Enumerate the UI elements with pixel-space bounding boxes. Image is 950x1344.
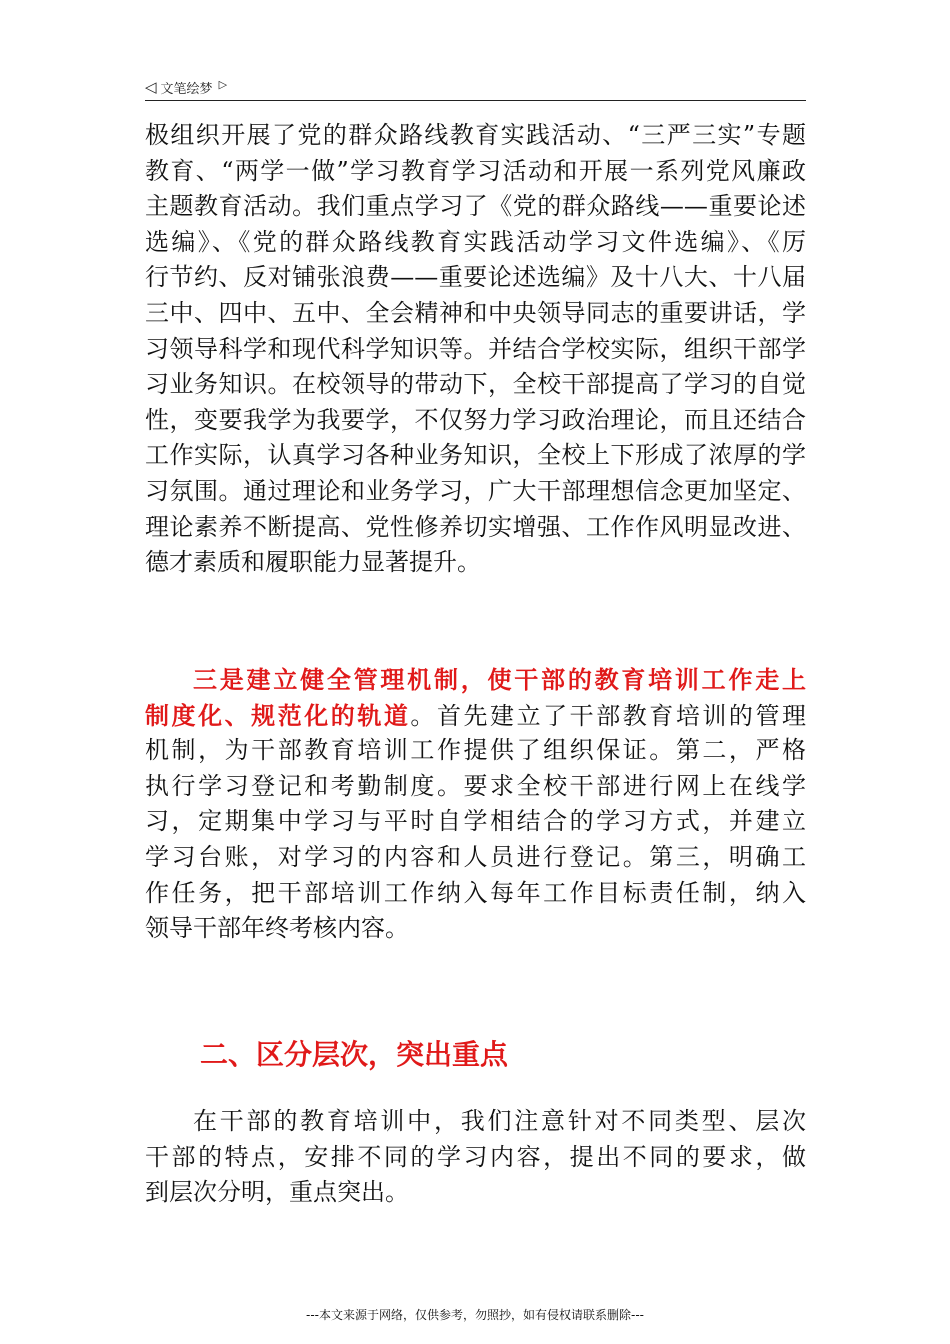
disclaimer-footer: ---本文来源于网络，仅供参考，勿照抄，如有侵权请联系删除---: [306, 1308, 644, 1322]
text-line: 性，变要我学为我要学，不仅努力学习政治理论，而且还结合: [145, 405, 806, 434]
text-line: [145, 698, 806, 734]
left-triangle-icon: ◁: [145, 78, 157, 96]
text-line: 行节约、反对铺张浪费——重要论述选编》及十八大、十八届: [145, 263, 806, 292]
right-triangle-icon: ▷: [218, 77, 228, 91]
emphasis-text: 制度化、规范化的轨道: [145, 700, 411, 730]
text-line: 领导干部年终考核内容。: [145, 914, 409, 943]
page-header: [145, 74, 806, 101]
text-line: 三中、四中、五中、全会精神和中央领导同志的重要讲话，学: [145, 298, 806, 327]
text-line: 极组织开展了党的群众路线教育实践活动、“三严三实”专题: [145, 121, 806, 149]
text-line: 到层次分明，重点突出。: [145, 1178, 409, 1207]
text-span: 。首先建立了干部教育培训的管理: [410, 701, 807, 730]
text-line: 德才素质和履职能力显著提升。: [145, 548, 481, 577]
text-line: 主题教育活动。我们重点学习了《党的群众路线——重要论述: [145, 192, 806, 221]
text-line: 在干部的教育培训中，我们注意针对不同类型、层次: [193, 1107, 806, 1135]
section-heading: 二、区分层次，突出重点: [200, 1038, 509, 1071]
paragraph-levels: [145, 1104, 806, 1211]
paragraph-study-activities: [145, 118, 806, 581]
text-line: 工作实际，认真学习各种业务知识，全校上下形成了浓厚的学: [145, 441, 806, 470]
text-line: 教育、“两学一做”学习教育学习活动和开展一系列党风廉政: [145, 156, 806, 185]
text-line: 选编》、《党的群众路线教育实践活动学习文件选编》、《厉: [145, 227, 806, 256]
text-line: 作任务，把干部培训工作纳入每年工作目标责任制，纳入: [145, 878, 806, 907]
paragraph-management-mechanism: [145, 662, 806, 947]
text-line: 机制，为干部教育培训工作提供了组织保证。第二，严格: [145, 736, 806, 765]
text-line: 学习台账，对学习的内容和人员进行登记。第三，明确工: [145, 842, 806, 871]
text-line: 习业务知识。在校领导的带动下，全校干部提高了学习的自觉: [145, 370, 806, 399]
text-line: 习氛围。通过理论和业务学习，广大干部理想信念更加坚定、: [145, 476, 806, 505]
text-line: 习领导科学和现代科学知识等。并结合学校实际，组织干部学: [145, 334, 806, 363]
text-line: [145, 662, 806, 698]
header-title: 文笔绘梦: [160, 81, 213, 97]
emphasis-text: 三是建立健全管理机制，使干部的教育培训工作走上: [193, 665, 806, 694]
text-line: 习，定期集中学习与平时自学相结合的学习方式，并建立: [145, 807, 806, 836]
text-line: 执行学习登记和考勤制度。要求全校干部进行网上在线学: [145, 771, 806, 800]
text-line: 理论素养不断提高、党性修养切实增强、工作作风明显改进、: [145, 512, 806, 541]
text-line: 干部的特点，安排不同的学习内容，提出不同的要求，做: [145, 1142, 806, 1171]
